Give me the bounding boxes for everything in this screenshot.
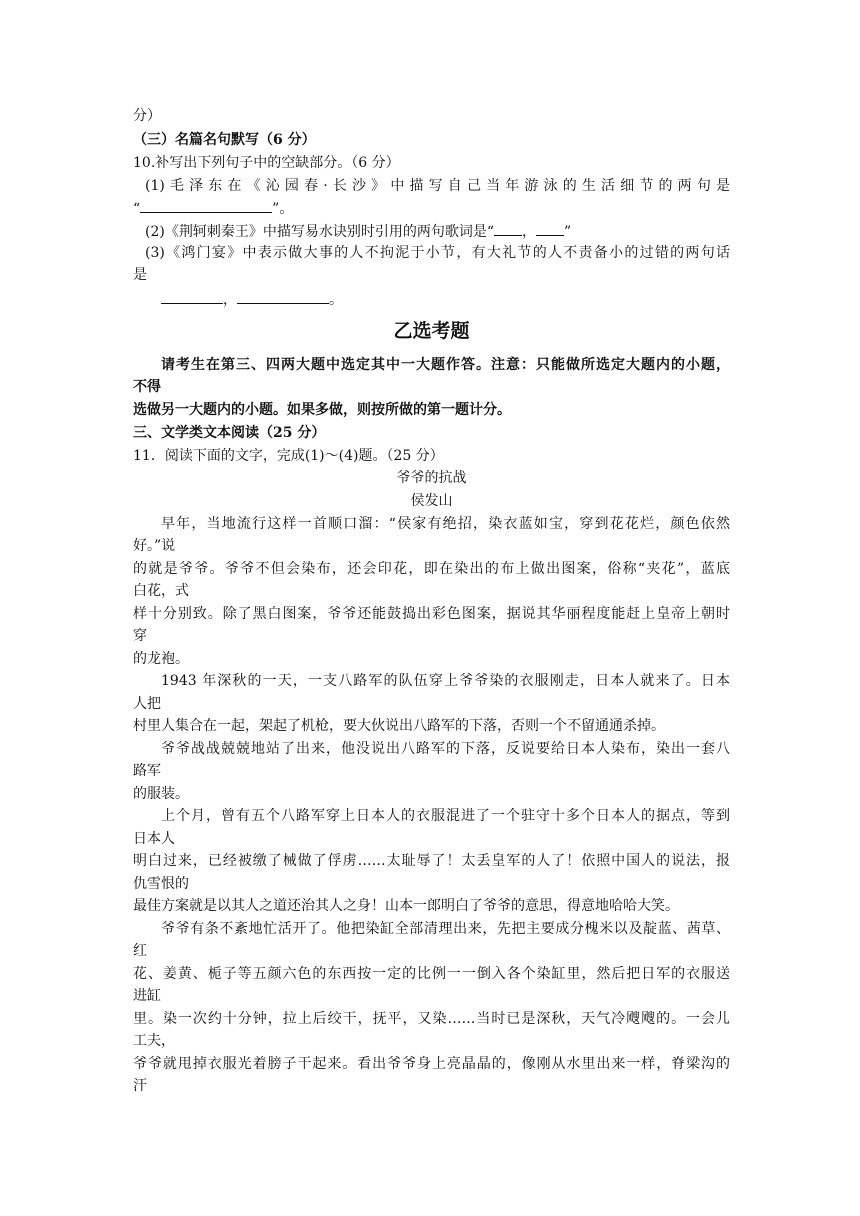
article-line: 白花，式: [133, 583, 189, 599]
instruction-line: 请考生在第三、四两大题中选定其中一大题作答。注意：只能做所选定大题内的小题，: [161, 357, 730, 373]
answer-blank[interactable]: [140, 198, 272, 213]
article-line: 仇雪恨的: [133, 876, 189, 892]
article-line: 里。染一次约十分钟，拉上后绞干，抚平，又染……当时已是深秋，天气冷飕飕的。一会儿: [133, 1011, 730, 1027]
article-line: 人把: [133, 696, 161, 712]
article-line: 早年，当地流行这样一首顺口溜：“侯家有绝招，染衣蓝如宝，穿到花花烂，颜色依然: [161, 516, 730, 532]
question-10-item-2: [145, 221, 742, 242]
article-line: 村里人集合在一起，架起了机枪，要大伙说出八路军的下落，否则一个不留通通杀掉。: [133, 718, 665, 734]
article-line: 明白过来，已经被缴了械做了俘虏……太耻辱了！太丢皇军的人了！依照中国人的说法，报: [133, 853, 730, 869]
article-line: 工夫，: [133, 1033, 175, 1049]
article-line: 爷爷战战兢兢地站了出来，他没说出八路军的下落，反说要给日本人染布，染出一套八: [161, 741, 730, 757]
answer-blank[interactable]: [161, 289, 223, 304]
article-line: 花、姜黄、栀子等五颜六色的东西按一定的比例一一倒入各个染缸里，然后把日军的衣服送: [133, 966, 730, 982]
article-line: 上个月，曾有五个八路军穿上日本人的衣服混进了一个驻守十多个日本人的据点，等到: [161, 808, 730, 824]
answer-blank[interactable]: [536, 221, 564, 236]
question-10-item-3-answer: [161, 289, 758, 310]
question-10: 10.补写出下列句子中的空缺部分。（6 分）: [133, 155, 400, 171]
article-line: 路军: [133, 763, 161, 779]
section-title-yi: 乙选考题: [393, 320, 470, 342]
period: 。: [329, 292, 343, 308]
question-10-item-3: (3)《鸿门宴》中表示做大事的人不拘泥于小节，有大礼节的人不责备小的过错的两句话: [145, 245, 730, 261]
article-line: 1943 年深秋的一天，一支八路军的队伍穿上爷爷染的衣服刚走，日本人就来了。日本: [161, 673, 730, 689]
section-heading-famous-quotes: （三）名篇名句默写（6 分）: [133, 132, 316, 148]
instruction-line: 不得: [133, 379, 161, 395]
section-heading-literary-reading: 三、文学类文本阅读（25 分）: [133, 425, 326, 441]
article-line: 爷爷有条不紊地忙活开了。他把染缸全部清理出来，先把主要成分槐米以及靛蓝、茜草、: [161, 921, 730, 937]
article-line: 好。”说: [133, 538, 176, 554]
article-line: 爷爷就甩掉衣服光着膀子干起来。看出爷爷身上亮晶晶的，像刚从水里出来一样，脊梁沟的: [133, 1056, 730, 1072]
question-10-item-1-answer: [133, 198, 730, 219]
article-title: 爷爷的抗战: [396, 470, 467, 486]
text-line: 是: [133, 267, 147, 283]
open-quote: “: [133, 201, 141, 217]
comma: ，: [223, 292, 237, 308]
article-line: 穿: [133, 628, 147, 644]
answer-blank[interactable]: [237, 289, 329, 304]
answer-blank[interactable]: [494, 221, 522, 236]
article-line: 进缸: [133, 988, 161, 1004]
article-author: 侯发山: [410, 493, 453, 509]
article-line: 汗: [133, 1078, 147, 1094]
article-line: 最佳方案就是以其人之道还治其人之身！山本一郎明白了爷爷的意思，得意地哈哈大笑。: [133, 898, 679, 914]
text-line: 分）: [133, 108, 161, 124]
article-line: 的就是爷爷。爷爷不但会染布，还会印花，即在染出的布上做出图案，俗称“夹花”，蓝底: [133, 561, 730, 577]
article-line: 的服装。: [133, 786, 189, 802]
question-11: 11．阅读下面的文字，完成(1)～(4)题。（25 分）: [133, 448, 444, 464]
article-line: 的龙袍。: [133, 651, 189, 667]
close-quote: ”: [564, 224, 572, 240]
question-10-item-1: (1)毛泽东在《沁园春·长沙》中描写自己当年游泳的生活细节的两句是: [145, 178, 730, 194]
article-line: 样十分别致。除了黑白图案，爷爷还能鼓捣出彩色图案，据说其华丽程度能赶上皇帝上朝时: [133, 606, 730, 622]
article-line: 红: [133, 943, 147, 959]
item-2-text: (2)《荆轲刺秦王》中描写易水诀别时引用的两句歌词是“: [145, 224, 494, 240]
close-quote: ”。: [272, 201, 294, 217]
instruction-line: 选做另一大题内的小题。如果多做，则按所做的第一题计分。: [133, 402, 511, 418]
article-line: 日本人: [133, 831, 175, 847]
comma: ，: [522, 224, 536, 240]
